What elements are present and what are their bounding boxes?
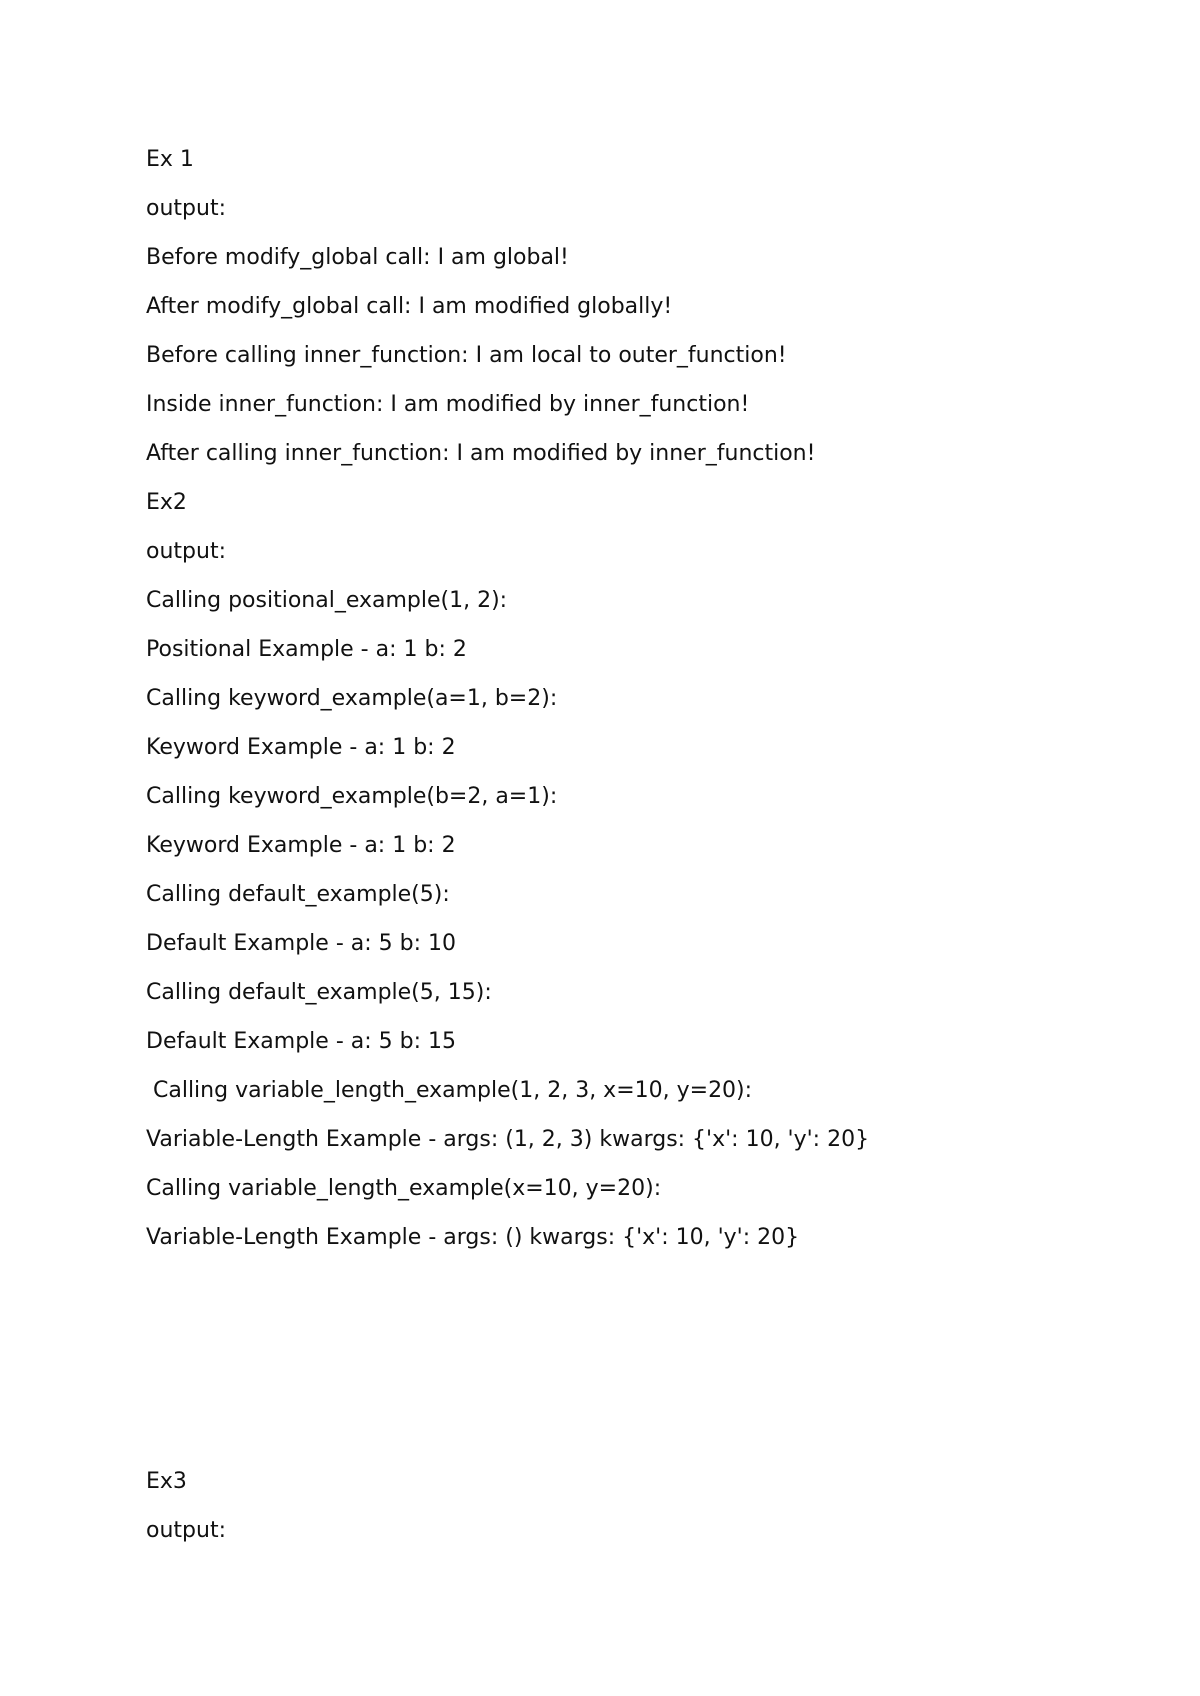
heading-ex2: Ex2 — [146, 490, 187, 515]
output-label: output: — [146, 196, 226, 221]
text-line: Calling keyword_example(a=1, b=2): — [146, 686, 558, 711]
text-line: Keyword Example - a: 1 b: 2 — [146, 735, 456, 760]
text-line: Default Example - a: 5 b: 15 — [146, 1029, 456, 1054]
text-line: Inside inner_function: I am modified by inner_function! — [146, 392, 750, 417]
text-line: Variable-Length Example - args: (1, 2, 3) kwargs: {'x': 10, 'y': 20} — [146, 1127, 870, 1152]
heading-ex3: Ex3 — [146, 1469, 187, 1494]
text-line: After modify_global call: I am modified globally! — [146, 294, 673, 319]
text-line: Calling default_example(5, 15): — [146, 980, 492, 1005]
text-line: Calling variable_length_example(1, 2, 3, x=10, y=20): — [146, 1078, 753, 1103]
text-line: Calling variable_length_example(x=10, y=20): — [146, 1176, 662, 1201]
text-line: Keyword Example - a: 1 b: 2 — [146, 833, 456, 858]
text-line: Before modify_global call: I am global! — [146, 245, 569, 270]
text-line: Before calling inner_function: I am local to outer_function! — [146, 343, 787, 368]
text-line: Calling positional_example(1, 2): — [146, 588, 508, 613]
heading-ex1: Ex 1 — [146, 147, 194, 172]
text-line: Variable-Length Example - args: () kwargs: {'x': 10, 'y': 20} — [146, 1225, 800, 1250]
text-line: After calling inner_function: I am modified by inner_function! — [146, 441, 816, 466]
output-label: output: — [146, 539, 226, 564]
text-line: Default Example - a: 5 b: 10 — [146, 931, 456, 956]
text-line: Calling default_example(5): — [146, 882, 450, 907]
text-line: Positional Example - a: 1 b: 2 — [146, 637, 467, 662]
text-line: Calling keyword_example(b=2, a=1): — [146, 784, 558, 809]
output-label: output: — [146, 1518, 226, 1543]
